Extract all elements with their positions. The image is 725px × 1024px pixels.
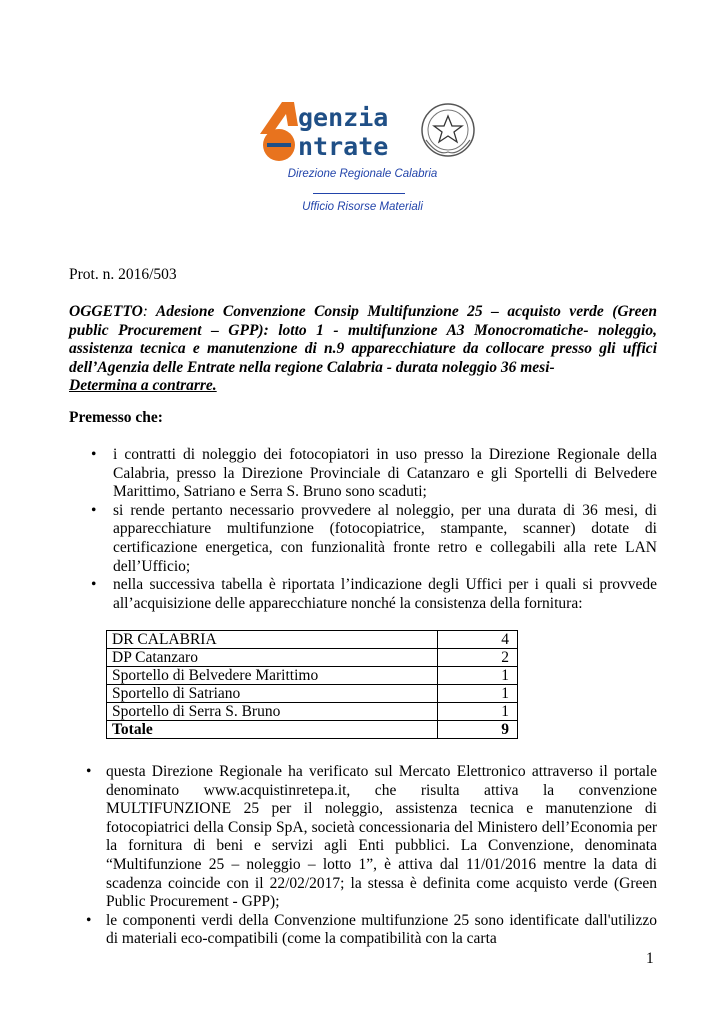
subject-block	[69, 303, 657, 396]
table-row	[107, 667, 518, 685]
office-cell: DR CALABRIA	[107, 631, 438, 649]
qty-cell: 2	[438, 649, 518, 667]
qty-cell: 4	[438, 631, 518, 649]
list-item-text: questa Direzione Regionale ha verificato sul Mercato Elettronico attraverso il portale denominato www.acquistinretepa.it, che risulta attiva la convenzione MULTIFUNZIONE 25 per il noleggio, assistenza tecnica e manutenzione di fotocopiatrici della Consip SpA, società concessionaria del Ministero dell’Economia per la fornitura di beni e servizi agli Enti pubblici. La Convenzione, denominata “Multifunzione 25 – noleggio – lotto 1”, è attiva dal 11/01/2016 mentre la data di scadenza coincide con il 22/02/2017; la stessa è definita come acquisto verde (Green Public Procurement - GPP);	[106, 763, 657, 911]
subject-text: Adesione Convenzione Consip Multifunzione 25 – acquisto verde (Green public Procurement – GPP): lotto 1 - multifunzione A3 Monocromatiche- noleggio, assistenza tecnica e manutenzione di n.9 apparecchiature da collocare presso gli uffici dell’Agenzia delle Entrate nella regione Calabria - durata noleggio 36 mesi-	[69, 303, 657, 376]
protocol-number: Prot. n. 2016/503	[69, 266, 177, 283]
qty-cell: 1	[438, 703, 518, 721]
list-item	[69, 912, 657, 949]
verification-list	[69, 763, 657, 949]
bullet-icon: •	[86, 911, 92, 929]
bullet-icon: •	[86, 763, 92, 780]
qty-cell: 1	[438, 667, 518, 685]
total-label-cell: Totale	[107, 721, 438, 739]
logo-line1: genzia	[298, 103, 389, 132]
determina-label: Determina a contrarre.	[69, 377, 217, 395]
bullet-icon: •	[91, 501, 97, 519]
premesso-list	[69, 446, 657, 613]
bullet-icon: •	[91, 446, 97, 463]
subject-label: OGGETTO	[69, 303, 143, 320]
premesso-heading: Premesso che:	[69, 409, 163, 426]
list-item	[69, 763, 657, 912]
list-item	[69, 502, 657, 576]
agenzia-entrate-logo	[258, 100, 480, 162]
direzione-label: Direzione Regionale Calabria	[287, 168, 438, 180]
office-cell: Sportello di Belvedere Marittimo	[107, 667, 438, 685]
office-cell: Sportello di Satriano	[107, 685, 438, 703]
table-row	[107, 703, 518, 721]
table-row	[107, 631, 518, 649]
list-item-text: le componenti verdi della Convenzione multifunzione 25 sono identificate dall'utilizzo di materiali eco-compatibili (come la compatibilità con la carta	[106, 911, 657, 948]
subject-colon: :	[142, 303, 148, 320]
header-divider	[313, 193, 405, 194]
logo-line2: ntrate	[298, 132, 389, 161]
list-item-text: si rende pertanto necessario provvedere al noleggio, per una durata di 36 mesi, di apparecchiature multifunzione (fotocopiatrice, stampante, scanner) dotate di certificazione energetica, con funzionalità fronte retro e collegabili alla rete LAN dell’Ufficio;	[113, 501, 657, 575]
bullet-icon: •	[91, 576, 97, 594]
qty-cell: 1	[438, 685, 518, 703]
ufficio-label: Ufficio Risorse Materiali	[302, 201, 423, 213]
table-row	[107, 685, 518, 703]
list-item-text: nella successiva tabella è riportata l’indicazione degli Uffici per i quali si provvede all’acquisizione delle apparecchiature nonché la consistenza della fornitura:	[113, 576, 657, 612]
list-item-text: i contratti di noleggio dei fotocopiatori in uso presso la Direzione Regionale della Calabria, presso la Direzione Provinciale di Catanzaro e gli Sportelli di Belvedere Marittimo, Satriano e Serra S. Bruno sono scaduti;	[113, 446, 657, 501]
office-cell: DP Catanzaro	[107, 649, 438, 667]
office-cell: Sportello di Serra S. Bruno	[107, 703, 438, 721]
table-total-row	[107, 721, 518, 739]
total-qty-cell: 9	[438, 721, 518, 739]
list-item	[69, 446, 657, 502]
supply-table	[106, 630, 518, 739]
emblem-icon	[422, 104, 474, 156]
list-item	[69, 576, 657, 613]
page-number: 1	[646, 950, 654, 967]
table-row	[107, 649, 518, 667]
